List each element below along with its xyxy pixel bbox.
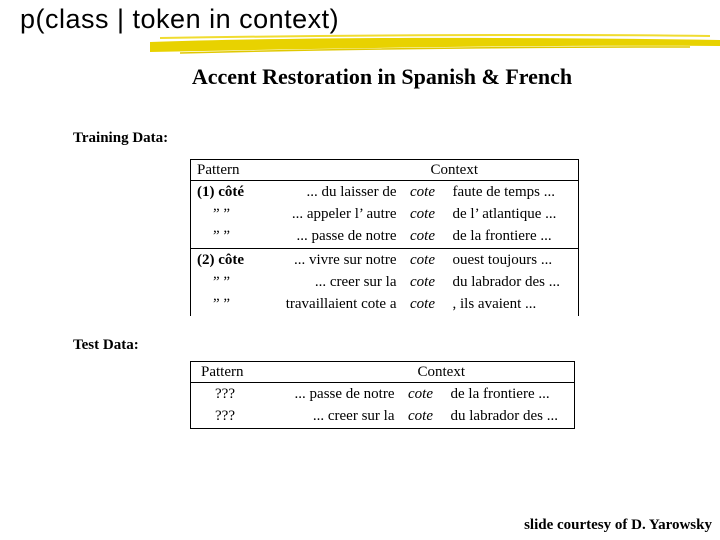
training-data-label: Training Data: (73, 130, 169, 146)
target-word-cell: cote (410, 273, 435, 290)
right-context-cell: de la frontiere ... (452, 228, 552, 245)
right-context-cell: , ils avaient ... (452, 296, 537, 313)
pattern-header: Pattern (201, 363, 244, 380)
target-word-cell: cote (410, 183, 435, 200)
target-word-cell: cote (408, 407, 433, 424)
right-context-cell: faute de temps ... (452, 183, 555, 200)
right-context-cell: du labrador des ... (452, 273, 560, 290)
target-word-cell: cote (410, 296, 435, 313)
pattern-header: Pattern (197, 161, 240, 178)
right-context-cell: ouest toujours ... (452, 251, 553, 268)
right-context-cell: de la frontiere ... (450, 385, 550, 402)
pattern-cell: ” ” (213, 205, 231, 222)
right-context-cell: du labrador des ... (450, 407, 558, 424)
left-context-cell: ... creer sur la (314, 273, 397, 290)
table-row (191, 293, 579, 315)
context-header: Context (430, 161, 478, 178)
test-data-table (190, 361, 575, 429)
table-row (191, 248, 579, 271)
table-row (191, 203, 579, 225)
training-data-table (190, 159, 579, 316)
target-word-cell: cote (408, 385, 433, 402)
table-row (191, 226, 579, 249)
table-row (191, 181, 579, 204)
pattern-cell: ” ” (213, 273, 231, 290)
table-row (191, 271, 579, 293)
slide-heading (0, 64, 720, 90)
right-context-cell: de l’ atlantique ... (452, 205, 557, 222)
table-row (191, 383, 575, 406)
training-header-row (191, 160, 579, 181)
left-context-cell: ... vivre sur notre (294, 251, 397, 268)
slide-heading-text: Accent Restoration in Spanish & French (191, 64, 573, 89)
left-context-cell: ... creer sur la (312, 407, 395, 424)
left-context-cell: ... appeler l’ autre (291, 205, 397, 222)
left-context-cell: travaillaient cote a (285, 296, 397, 313)
test-data-label: Test Data: (73, 337, 139, 353)
slide-title: p(class | token in context) (20, 4, 340, 34)
title-underline-brushstroke (150, 34, 720, 56)
target-word-cell: cote (410, 251, 435, 268)
left-context-cell: ... passe de notre (294, 385, 395, 402)
pattern-cell: ” ” (213, 228, 231, 245)
pattern-cell: (1) côté (197, 183, 245, 200)
context-header: Context (417, 363, 465, 380)
target-word-cell: cote (410, 228, 435, 245)
left-context-cell: ... passe de notre (296, 228, 397, 245)
table-row (191, 405, 575, 428)
pattern-cell: ??? (215, 407, 235, 424)
target-word-cell: cote (410, 205, 435, 222)
pattern-cell: ” ” (213, 296, 231, 313)
test-header-row (191, 362, 575, 383)
slide-credit: slide courtesy of D. Yarowsky (524, 517, 712, 533)
pattern-cell: ??? (215, 385, 235, 402)
pattern-cell: (2) côte (197, 251, 245, 268)
left-context-cell: ... du laisser de (306, 183, 397, 200)
